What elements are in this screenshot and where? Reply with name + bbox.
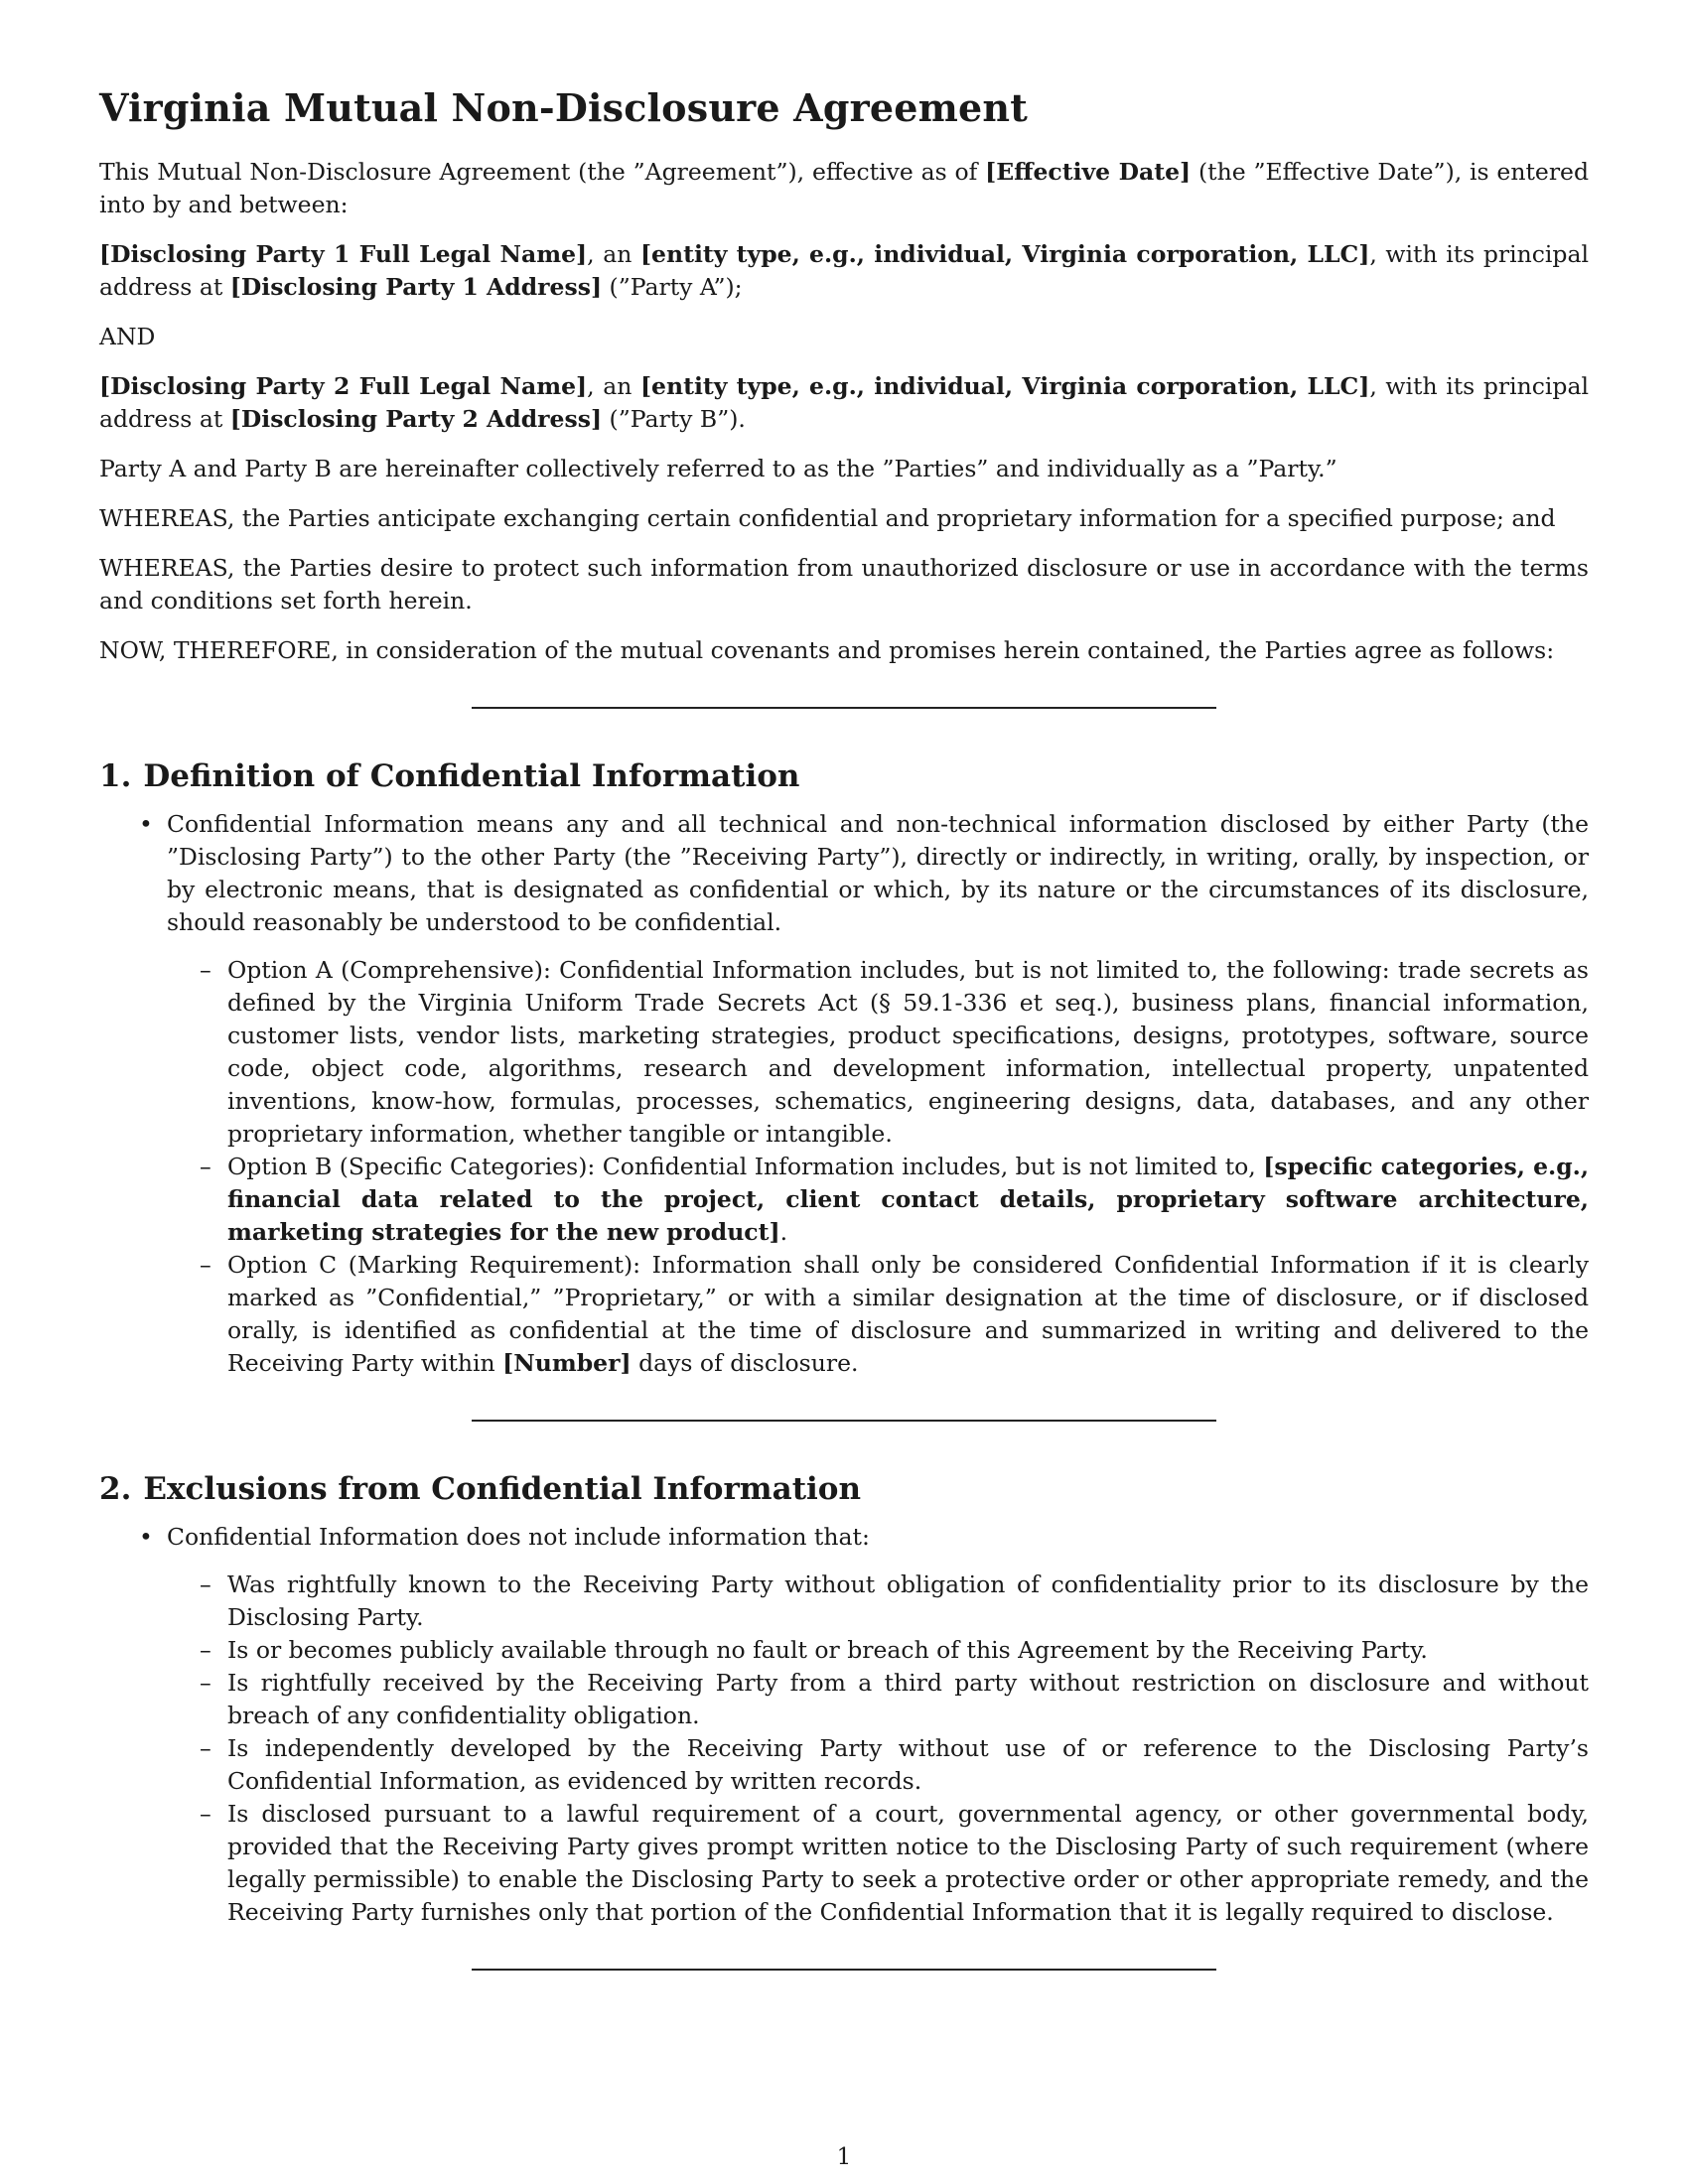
section-1-heading bbox=[99, 758, 1589, 794]
section-1-number: 1. bbox=[99, 758, 132, 794]
option-b-item bbox=[227, 1151, 1589, 1249]
party-a-name-field: [Disclosing Party 1 Full Legal Name] bbox=[99, 240, 588, 268]
party-a-text-2: , with its principal address at bbox=[99, 240, 1589, 301]
party-a-entity-field: [entity type, e.g., individual, Virginia corporation, LLC] bbox=[639, 240, 1370, 268]
exclusion-item: – Is independently developed by the Receiving Party without use of or reference to the Disclosing Party’s Confidential Information, as evidenced by written records. bbox=[227, 1732, 1589, 1798]
option-c-number-field: [Number] bbox=[502, 1349, 632, 1377]
section-2-heading bbox=[99, 1471, 1589, 1507]
section-2-list bbox=[99, 1521, 1589, 1929]
party-b-text-1: , an bbox=[587, 372, 640, 400]
party-a-paragraph bbox=[99, 238, 1589, 304]
exclusion-item: – Was rightfully known to the Receiving Party without obligation of confidentiality prior to its disclosure by the Disclosing Party. bbox=[227, 1569, 1589, 1634]
party-b-paragraph bbox=[99, 370, 1589, 436]
option-c-item bbox=[227, 1249, 1589, 1380]
whereas-clause-1: WHEREAS, the Parties anticipate exchanging certain confidential and proprietary information for a specified purpose; and bbox=[99, 504, 1556, 532]
parties-definition: Party A and Party B are hereinafter collectively referred to as the ”Parties” and individually as a ”Party.” bbox=[99, 455, 1337, 482]
section-1-options bbox=[167, 954, 1589, 1380]
party-b-entity-field: [entity type, e.g., individual, Virginia corporation, LLC] bbox=[639, 372, 1370, 400]
party-b-text-3: (”Party B”). bbox=[602, 405, 746, 433]
document-body bbox=[99, 85, 1589, 2020]
exclusion-item: – Is disclosed pursuant to a lawful requirement of a court, governmental agency, or other governmental body, provided that the Receiving Party gives prompt written notice to the Disclosing Party of such requirement (where legally permissible) to enable the Disclosing Party to seek a protective order or other appropriate remedy, and the Receiving Party furnishes only that portion of the Confidential Information that it is legally required to disclose. bbox=[227, 1798, 1589, 1929]
option-c-text-1: Option C (Marking Requirement): Information shall only be considered Confidential Information if it is clearly marked as ”Confidential,” ”Proprietary,” or with a similar designation at the time of disclosure, or if disclosed orally, is identified as confidential at the time of disclosure and summarized in writing and delivered to the Receiving Party within bbox=[227, 1251, 1589, 1377]
party-b-address-field: [Disclosing Party 2 Address] bbox=[229, 405, 603, 433]
exclusion-item: – Is or becomes publicly available through no fault or breach of this Agreement by the Receiving Party. bbox=[227, 1634, 1589, 1667]
section-divider bbox=[472, 1969, 1216, 1971]
option-b-field: [specific categories, e.g., financial data related to the project, client contact details, proprietary software architecture, marketing strategies for the new product] bbox=[227, 1153, 1590, 1246]
section-1-title: Definition of Confidential Information bbox=[143, 758, 800, 794]
intro-text-2: (the ”Effective Date”), is entered into by and between: bbox=[99, 158, 1589, 218]
effective-date-field: [Effective Date] bbox=[985, 158, 1192, 186]
intro-paragraph bbox=[99, 156, 1589, 221]
section-2-intro: Confidential Information does not include information that: bbox=[167, 1523, 870, 1551]
option-b-text-2: . bbox=[779, 1218, 788, 1246]
section-1-definition: Confidential Information means any and all technical and non-technical information disclosed by either Party (the ”Disclosing Party”) to the other Party (the ”Receiving Party”), directly or indirectly, in writing, orally, by inspection, or by electronic means, that is designated as confidential or which, by its nature or the circumstances of its disclosure, should reasonably be understood to be confidential. bbox=[167, 810, 1589, 936]
party-b-name-field: [Disclosing Party 2 Full Legal Name] bbox=[99, 372, 588, 400]
option-b-text-1: Option B (Specific Categories): Confidential Information includes, but is not limited to, bbox=[227, 1153, 1264, 1180]
exclusion-item: – Is rightfully received by the Receiving Party from a third party without restriction on disclosure and without breach of any confidentiality obligation. bbox=[227, 1667, 1589, 1732]
page-number: 1 bbox=[836, 2144, 852, 2170]
list-item bbox=[167, 1521, 1589, 1929]
party-b-text-2: , with its principal address at bbox=[99, 372, 1589, 433]
intro-text-1: This Mutual Non-Disclosure Agreement (the ”Agreement”), effective as of bbox=[99, 158, 986, 186]
document-title: Virginia Mutual Non-Disclosure Agreement bbox=[99, 85, 1028, 130]
and-separator: AND bbox=[99, 323, 156, 350]
section-2-number: 2. bbox=[99, 1471, 132, 1507]
section-2-title: Exclusions from Confidential Information bbox=[143, 1471, 862, 1507]
section-1-list bbox=[99, 808, 1589, 1380]
party-a-address-field: [Disclosing Party 1 Address] bbox=[229, 273, 603, 301]
list-item bbox=[167, 808, 1589, 1380]
now-therefore-clause: NOW, THEREFORE, in consideration of the mutual covenants and promises herein contained, the Parties agree as follows: bbox=[99, 636, 1555, 664]
whereas-clause-2: WHEREAS, the Parties desire to protect such information from unauthorized disclosure or use in accordance with the terms and conditions set forth herein. bbox=[99, 554, 1589, 614]
option-a-item: – Option A (Comprehensive): Confidential Information includes, but is not limited to, the following: trade secrets as defined by the Virginia Uniform Trade Secrets Act (§ 59.1-336 et seq.), business plans, financial information, customer lists, vendor lists, marketing strategies, product specifications, designs, prototypes, software, source code, object code, algorithms, research and development information, intellectual property, unpatented inventions, know-how, formulas, processes, schematics, engineering designs, data, databases, and any other proprietary information, whether tangible or intangible. bbox=[227, 954, 1589, 1151]
party-a-text-3: (”Party A”); bbox=[602, 273, 743, 301]
section-divider bbox=[472, 1420, 1216, 1422]
option-c-text-2: days of disclosure. bbox=[631, 1349, 859, 1377]
party-a-text-1: , an bbox=[587, 240, 640, 268]
section-divider bbox=[472, 707, 1216, 709]
exclusions-list bbox=[167, 1569, 1589, 1929]
